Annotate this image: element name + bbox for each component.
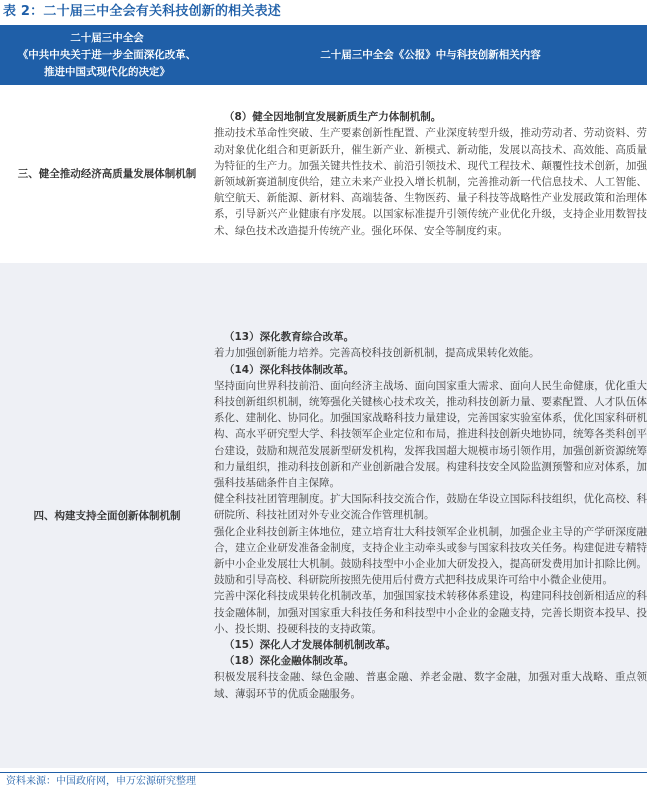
paragraph: 坚持面向世界科技前沿、面向经济主战场、面向国家重大需求、面向人民生命健康，优化重大科技创新组织机制，统筹强化关键核心技术攻关，推动科技创新力量、要素配置、人才队伍体系化、建制化、协同化。加强国家战略科技力量建设，完善国家实验室体系，优化国家科研机构、高水平研究型大学、科技领军企业定位和布局，推进科技创新央地协同，统筹各类科创平台建设，鼓励和规范发展新型研发机构，发挥我国超大规模市场引领作用，加强创新资源统筹和力量组织，推动科技创新和产业创新融合发展。构建科技安全风险监测预警和应对体系，加强科技基础条件自主保障。 (214, 379, 647, 489)
section-heading: （8）健全因地制宜发展新质生产力体制机制。 (224, 111, 442, 124)
paragraph: 强化企业科技创新主体地位，建立培育壮大科技领军企业机制，加强企业主导的产学研深度融合，建立企业研发准备金制度，支持企业主动牵头或参与国家科技攻关任务。构建促进专精特新中小企业发展壮大机制。鼓励科技型中小企业加大研发投入，提高研发费用加计扣除比例。鼓励和引导高校、科研院所按照先使用后付费方式把科技成果许可给中小微企业使用。 (214, 525, 647, 587)
header-left (0, 25, 214, 85)
source-note: 资料来源：中国政府网，申万宏源研究整理 (0, 772, 647, 791)
section-heading: （14）深化科技体制改革。 (224, 363, 355, 376)
header-left-line1: 二十届三中全会 (70, 31, 144, 44)
paragraph: 健全科技社团管理制度。扩大国际科技交流合作，鼓励在华设立国际科技组织，优化高校、科研院所、科技社团对外专业交流合作管理机制。 (214, 493, 647, 522)
paragraph: 着力加强创新能力培养。完善高校科技创新机制，提高成果转化效能。 (214, 347, 540, 360)
paragraph: 推动技术革命性突破、生产要素创新性配置、产业深度转型升级，推动劳动者、劳动资料、劳动对象优化组合和更新跃升，催生新产业、新模式、新动能，发展以高技术、高效能、高质量为特征的生产力。加强关键共性技术、前沿引领技术、现代工程技术、颠覆性技术创新，加强新领域新赛道制度供给，建立未来产业投入增长机制，完善推动新一代信息技术、人工智能、航空航天、新能源、新材料、高端装备、生物医药、量子科技等战略性产业发展政策和治理体系，引导新兴产业健康有序发展。以国家标准提升引领传统产业优化升级，支持企业用数智技术、绿色技术改造提升传统产业。强化环保、安全等制度约束。 (214, 127, 647, 237)
section-heading: （13）深化教育综合改革。 (224, 331, 355, 344)
header-left-line3: 推进中国式现代化的决定》 (44, 65, 170, 78)
table-row (0, 263, 647, 768)
row-content (214, 85, 647, 263)
table-title: 表 2：二十届三中全会有关科技创新的相关表述 (3, 4, 281, 19)
policy-table (0, 25, 647, 768)
paragraph: 完善中深化科技成果转化机制改革，加强国家技术转移体系建设，构建同科技创新相适应的科技金融体制，加强对国家重大科技任务和科技型中小企业的金融支持，完善长期资本投早、投小、投长期、投硬科技的支持政策。 (214, 590, 647, 635)
section-heading: （15）深化人才发展体制机制改革。 (224, 639, 397, 652)
row-content (214, 263, 647, 768)
table-row (0, 85, 647, 263)
paragraph: 积极发展科技金融、绿色金融、普惠金融、养老金融、数字金融，加强对重大战略、重点领域、薄弱环节的优质金融服务。 (214, 671, 647, 700)
header-right: 二十届三中全会《公报》中与科技创新相关内容 (214, 25, 647, 85)
row-category: 三、健全推动经济高质量发展体制机制 (0, 85, 214, 263)
row-category: 四、构建支持全面创新体制机制 (0, 263, 214, 768)
section-heading: （18）深化金融体制改革。 (224, 655, 355, 668)
header-left-line2: 《中共中央关于进一步全面深化改革、 (17, 48, 197, 61)
